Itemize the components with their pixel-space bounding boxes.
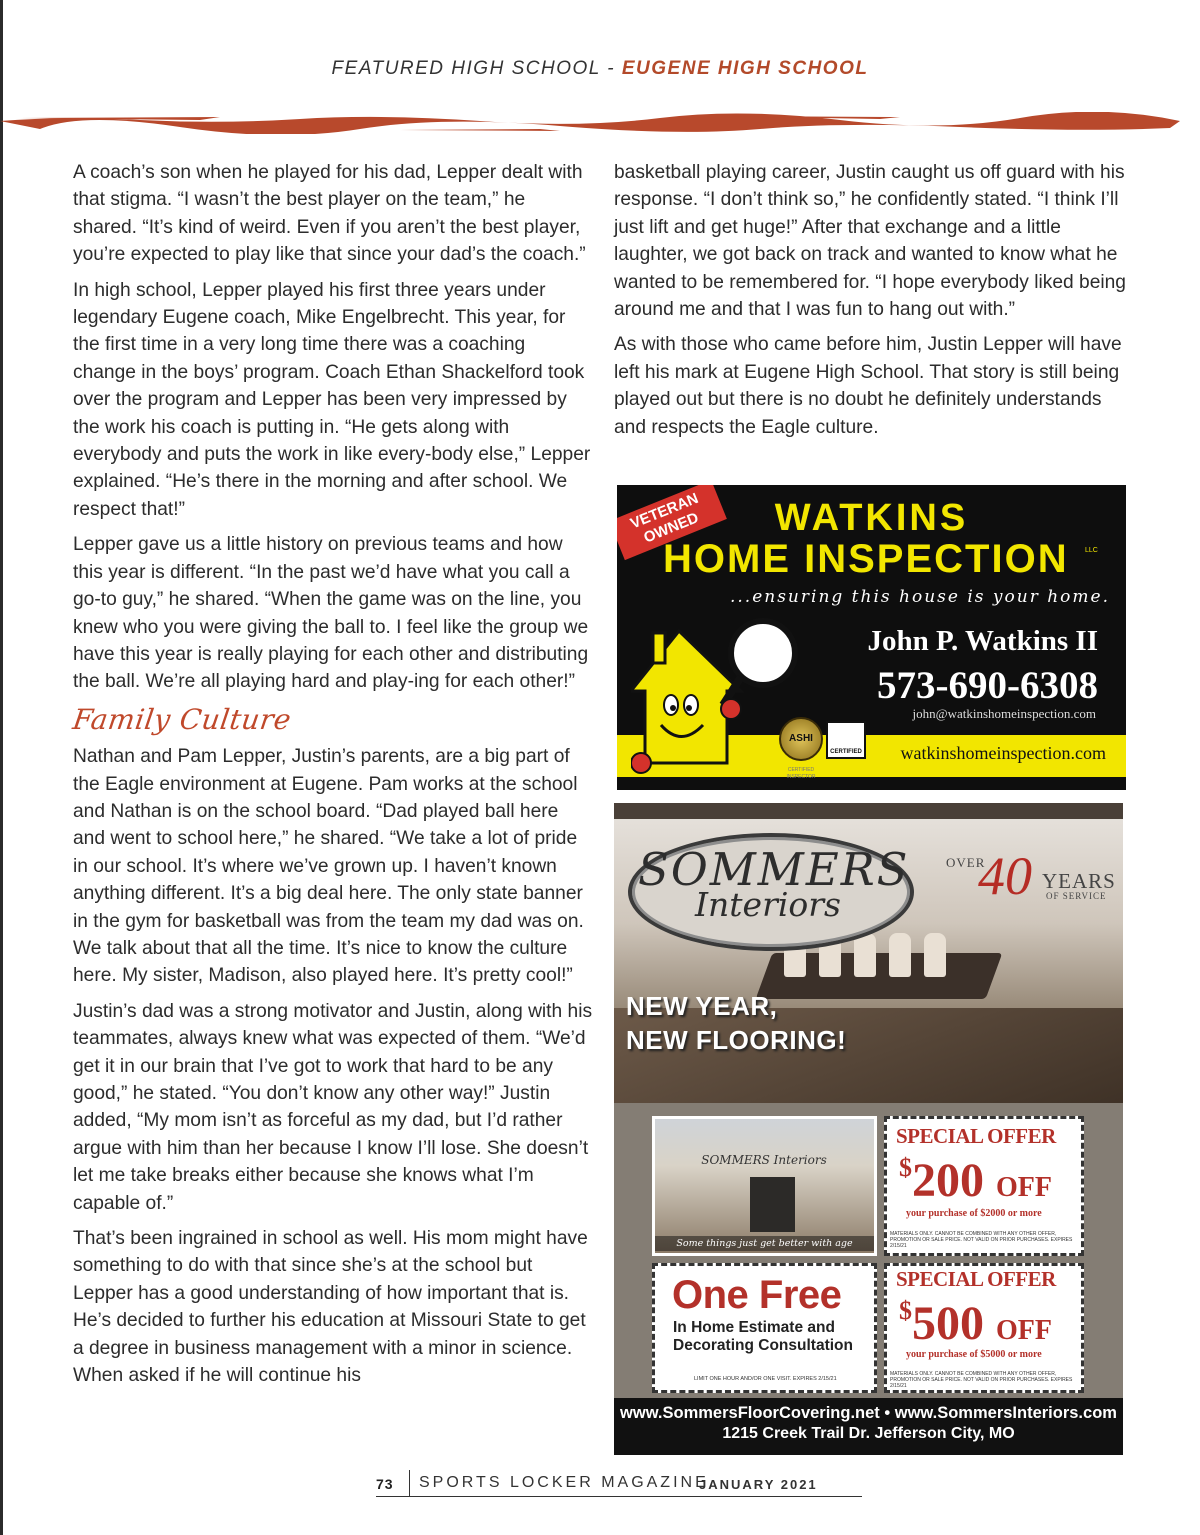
offer-2-sub: your purchase of $5000 or more [906, 1349, 1042, 1360]
one-free-title: One Free [672, 1273, 842, 1317]
store-caption: Some things just get better with age [655, 1236, 874, 1251]
store-entrance [750, 1177, 795, 1232]
sommers-interiors-ad[interactable] [614, 803, 1123, 1455]
paragraph: Nathan and Pam Lepper, Justin’s parents, are a big part of the Eagle environment at Eugene. Pam works at the school and Nathan is on the school board. “Dad played ball here and went to school here,” he shared. “We take a lot of pride in our school. It’s where we’ve grown up. I haven’t known anything different. It’s a big deal here. The only state banner in the gym for basketball was from the team my dad was on. We talk about that all the time. It’s nice to know the culture here. My sister, Madison, also played here. It’s pretty cool!” [73, 746, 584, 987]
dollar-sign: $ [899, 1296, 912, 1325]
brush-stroke-divider [0, 112, 1180, 134]
headline-line-1: NEW YEAR, [626, 991, 778, 1021]
paragraph: Justin’s dad was a strong motivator and Justin, along with his teammates, always knew what was expected of them. “We’d get it in our brain that I’ve got to work that hard to be any good,” he stated. “You don’t know any other way!” Justin added, “My mom isn’t as forceful as my dad, but I’d rather argue with him than her because I know I’ll lose. She doesn’t let me take breaks either because she knows what I’m capable of.” [73, 1000, 593, 1214]
header-school: EUGENE HIGH SCHOOL [621, 58, 869, 79]
certified-inspector-label: CERTIFIED INSPECTOR [786, 767, 816, 780]
footer-divider [409, 1470, 410, 1496]
off-label: OFF [996, 1172, 1052, 1203]
offer-2-amount [899, 1296, 1052, 1351]
years-of-service-badge [946, 846, 1121, 907]
certified-house-icon: CERTIFIED [826, 721, 866, 759]
watkins-home-inspection-ad[interactable] [617, 485, 1126, 790]
paragraph: That’s been ingrained in school as well. His mom might have something to do with that since she’s at the school but Lepper has a good understanding of how important that is. He’s decided to further his education at Missouri State to get a degree in business management with a minor in science. When asked if he will continue his [73, 1228, 588, 1387]
paragraph: In high school, Lepper played his first three years under legendary Eugene coach, Mike Engelbrecht. This year, for the first time in a very long time there was a coaching change in the boys’ program. Coach Ethan Shackelford took over the program and Lepper has been very impressed by the work his coach is putting in. “He gets along with everybody and puts the work in like every-body else,” Lepper explained. “He’s there in the morning and after school. We respect that!” [73, 279, 591, 520]
ad-llc: LLC [1085, 547, 1098, 554]
logo-sommers: SOMMERS [638, 843, 910, 896]
offer-2-title: SPECIAL OFFER [896, 1267, 1056, 1291]
offer-2-fine-print: MATERIALS ONLY. CANNOT BE COMBINED WITH ANY OTHER OFFER, PROMOTION OR SALE PRICE. NOT VALID ON PRIOR PURCHASES. EXPIRES 2/15/21 [890, 1371, 1073, 1389]
chair [889, 933, 911, 977]
off-label: OFF [996, 1315, 1052, 1346]
amount-value: 500 [912, 1297, 984, 1350]
ad-address: 1215 Creek Trail Dr. Jefferson City, MO [722, 1425, 1015, 1442]
page-number: 73 [376, 1476, 394, 1492]
paragraph: As with those who came before him, Justin Lepper will have left his mark at Eugene High School. That story is still being played out but there is no doubt he definitely understands and respects the Eagle culture. [614, 334, 1122, 438]
magazine-name: SPORTS LOCKER MAGAZINE [419, 1474, 709, 1491]
page-edge [0, 0, 3, 1535]
paragraph: Lepper gave us a little history on previous teams and how this year is different. “In the past we’d have what you call a go-to guy,” he shared. “When the game was on the line, you knew who you were giving the ball to. I feel like the group we have this year is really playing for each other and distributing the ball. We’re all playing hard and play-ing for each other!” [73, 534, 589, 693]
years-number: 40 [978, 846, 1032, 906]
dollar-sign: $ [899, 1153, 912, 1182]
over-label: OVER [946, 855, 986, 870]
chair [854, 933, 876, 977]
article-right-column [614, 159, 1134, 449]
veteran-owned-badge: VETERAN OWNED [617, 485, 727, 560]
one-free-fine-print: LIMIT ONE HOUR AND/OR ONE VISIT. EXPIRES 2/15/21 [694, 1376, 837, 1382]
offer-1-amount [899, 1153, 1052, 1208]
offer-1-fine-print: MATERIALS ONLY. CANNOT BE COMBINED WITH ANY OTHER OFFER, PROMOTION OR SALE PRICE. NOT VALID ON PRIOR PURCHASES. EXPIRES 2/15/21 [890, 1231, 1073, 1249]
house-mascot-icon [631, 613, 801, 788]
ceiling-beam [614, 803, 1123, 819]
ad-slogan: ...ensuring this house is your home. [729, 587, 1110, 607]
offer-1-title: SPECIAL OFFER [896, 1124, 1056, 1148]
inspector-name: John P. Watkins II [867, 625, 1098, 657]
header-section: FEATURED HIGH SCHOOL - [331, 58, 622, 79]
one-free-description [673, 1319, 853, 1355]
website-link: watkinshomeinspection.com [900, 743, 1106, 763]
estimate-line-1: In Home Estimate and [673, 1319, 835, 1336]
years-label: YEARS [1042, 869, 1116, 893]
page-footer [376, 1474, 862, 1497]
subheading-family-culture: Family Culture [70, 702, 294, 736]
paragraph: A coach’s son when he played for his dad, Lepper dealt with that stigma. “I wasn’t the best player on the team,” he shared. “It’s kind of weird. Even if you aren’t the best player, you’re expected to play like that since your dad’s the coach.” [73, 162, 586, 266]
issue-date: JANUARY 2021 [699, 1477, 818, 1492]
offer-1-sub: your purchase of $2000 or more [906, 1208, 1042, 1219]
headline-line-2: NEW FLOORING! [626, 1025, 847, 1055]
phone-number: 573-690-6308 [877, 664, 1098, 707]
logo-interiors: Interiors [695, 885, 841, 924]
ad-website-links[interactable]: www.SommersFloorCovering.net • www.SommersInteriors.com [620, 1404, 1117, 1422]
email-address: john@watkinshomeinspection.com [912, 706, 1096, 721]
ad-title-home-inspection: HOME INSPECTION [663, 537, 1069, 581]
of-service-label: OF SERVICE [1046, 891, 1107, 901]
amount-value: 200 [912, 1154, 984, 1207]
ashi-seal-icon: ASHI [779, 717, 823, 761]
ad-title-watkins: WATKINS [774, 497, 969, 539]
estimate-line-2: Decorating Consultation [673, 1337, 853, 1354]
chair [924, 933, 946, 977]
storefront-photo [652, 1116, 877, 1256]
paragraph: basketball playing career, Justin caught us off guard with his response. “I don’t think so,” he confidently stated. “I think I’ll just lift and get huge!” After that exchange and a little laughter, we got back on track and wanted to know what he wanted to be remembered for. “I hope everybody liked being around me and that I was fun to hang out with.” [614, 162, 1126, 321]
ad-headline [626, 989, 846, 1057]
article-left-column [70, 159, 593, 1397]
store-sign: SOMMERS Interiors [701, 1153, 827, 1167]
page-header [0, 58, 1200, 80]
